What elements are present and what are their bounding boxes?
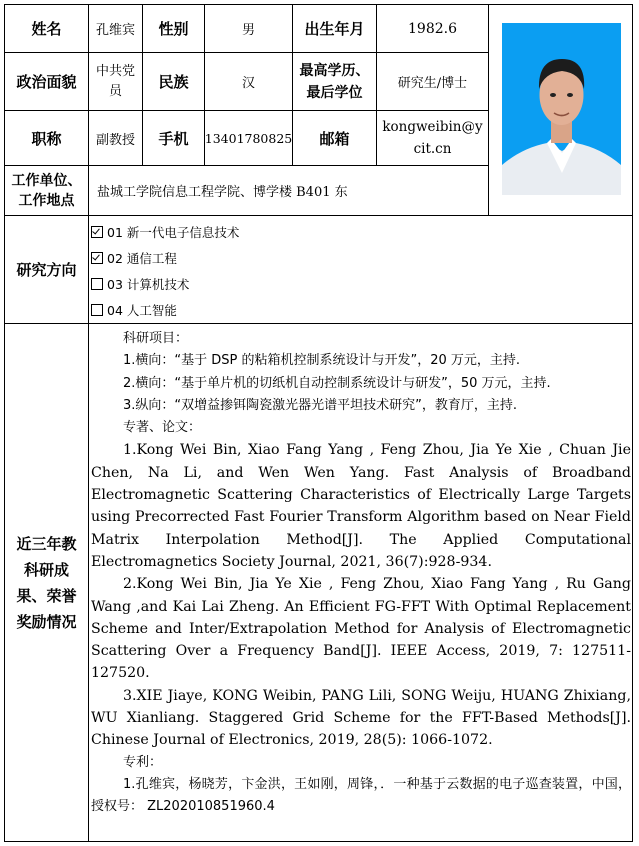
- research-option-text: 04 人工智能: [107, 303, 177, 318]
- paper-item: 2.Kong Wei Bin, Jia Ye Xie , Feng Zhou, Xiao Fang Yang , Ru Gang Wang ,and Kai Lai Zheng. An Efficient FG-FFT With Optimal Replacement Scheme and Inter/Extrapolation Method for Analysis of Electromagnetic Scattering Over a Frequency Band[J]. IEEE Access, 2019, 7: 127511-127520.: [91, 576, 631, 682]
- research-option-3[interactable]: [91, 274, 189, 294]
- politics-label: 政治面貌: [5, 53, 89, 111]
- patents-heading: 专利：: [123, 754, 163, 770]
- research-option-text: 03 计算机技术: [107, 277, 190, 292]
- gender-value: 男: [205, 5, 293, 53]
- phone-label: 手机: [143, 111, 205, 166]
- degree-label: 最高学历、最后学位: [293, 53, 377, 111]
- title-value: 副教授: [89, 111, 143, 166]
- email-label: 邮箱: [293, 111, 377, 166]
- achievements-content: [91, 328, 631, 819]
- workplace-label: 工作单位、工作地点: [5, 166, 89, 216]
- ethnicity-label: 民族: [143, 53, 205, 111]
- project-item: 3.纵向：“双增益掺铒陶瓷激光器光谱平坦技术研究”，教育厅，主持.: [123, 397, 518, 413]
- research-label: 研究方向: [5, 216, 89, 324]
- research-option-2[interactable]: [91, 248, 177, 268]
- project-item: 1.横向：“基于 DSP 的粘箱机控制系统设计与开发”，20 万元，主持.: [123, 353, 521, 369]
- email-value: kongweibin@ycit.cn: [377, 111, 489, 166]
- papers-heading: 专著、论文：: [123, 420, 202, 436]
- research-option-4[interactable]: [91, 300, 177, 320]
- politics-value: 中共党员: [89, 53, 143, 111]
- gender-label: 性别: [143, 5, 205, 53]
- birth-value: 1982.6: [377, 5, 489, 53]
- project-item: 2.横向：“基于单片机的切纸机自动控制系统设计与研发”，50 万元，主持.: [123, 375, 551, 391]
- checkbox-empty-icon[interactable]: [91, 278, 103, 290]
- research-option-text: 01 新一代电子信息技术: [107, 225, 240, 240]
- patent-item: 1.孔维宾，杨晓芳，卞金洪，王如刚，周锋，．一种基于云数据的电子巡查装置，中国，授权号： ZL202010851960.4: [91, 776, 631, 815]
- portrait-photo: [502, 23, 621, 195]
- ethnicity-value: 汉: [205, 53, 293, 111]
- paper-item: 1.Kong Wei Bin, Xiao Fang Yang , Feng Zhou, Jia Ye Xie , Chuan Jie Chen, Na Li, and Wen Wen Yang. Fast Analysis of Broadband Electromagnetic Scattering Characteristics of Electrically Large Targets using Precorrected Fast Fourier Transform Algorithm based on Near Field Matrix Interpolation Method[J]. The Applied Computational Electromagnetics Society Journal, 2021, 36(7):928-934.: [91, 442, 631, 570]
- title-label: 职称: [5, 111, 89, 166]
- checkbox-checked-icon[interactable]: [91, 226, 103, 238]
- phone-value: 13401780825: [205, 111, 293, 166]
- projects-heading: 科研项目：: [123, 331, 189, 346]
- checkbox-checked-icon[interactable]: [91, 252, 103, 264]
- name-label: 姓名: [5, 5, 89, 53]
- research-option-1[interactable]: [91, 222, 239, 242]
- workplace-value: 盐城工学院信息工程学院、博学楼 B401 东: [89, 166, 489, 216]
- birth-label: 出生年月: [293, 5, 377, 53]
- achievements-label: 近三年教科研成果、荣誉奖励情况: [5, 324, 89, 842]
- name-value: 孔维宾: [89, 5, 143, 53]
- paper-item: 3.XIE Jiaye, KONG Weibin, PANG Lili, SONG Weiju, HUANG Zhixiang, WU Xianliang. Staggered Grid Scheme for the FFT-Based Methods[J]. Chinese Journal of Electronics, 2019, 28(5): 1066-1072.: [91, 687, 631, 749]
- degree-value: 研究生/博士: [377, 53, 489, 111]
- checkbox-empty-icon[interactable]: [91, 304, 103, 316]
- research-option-text: 02 通信工程: [107, 251, 177, 266]
